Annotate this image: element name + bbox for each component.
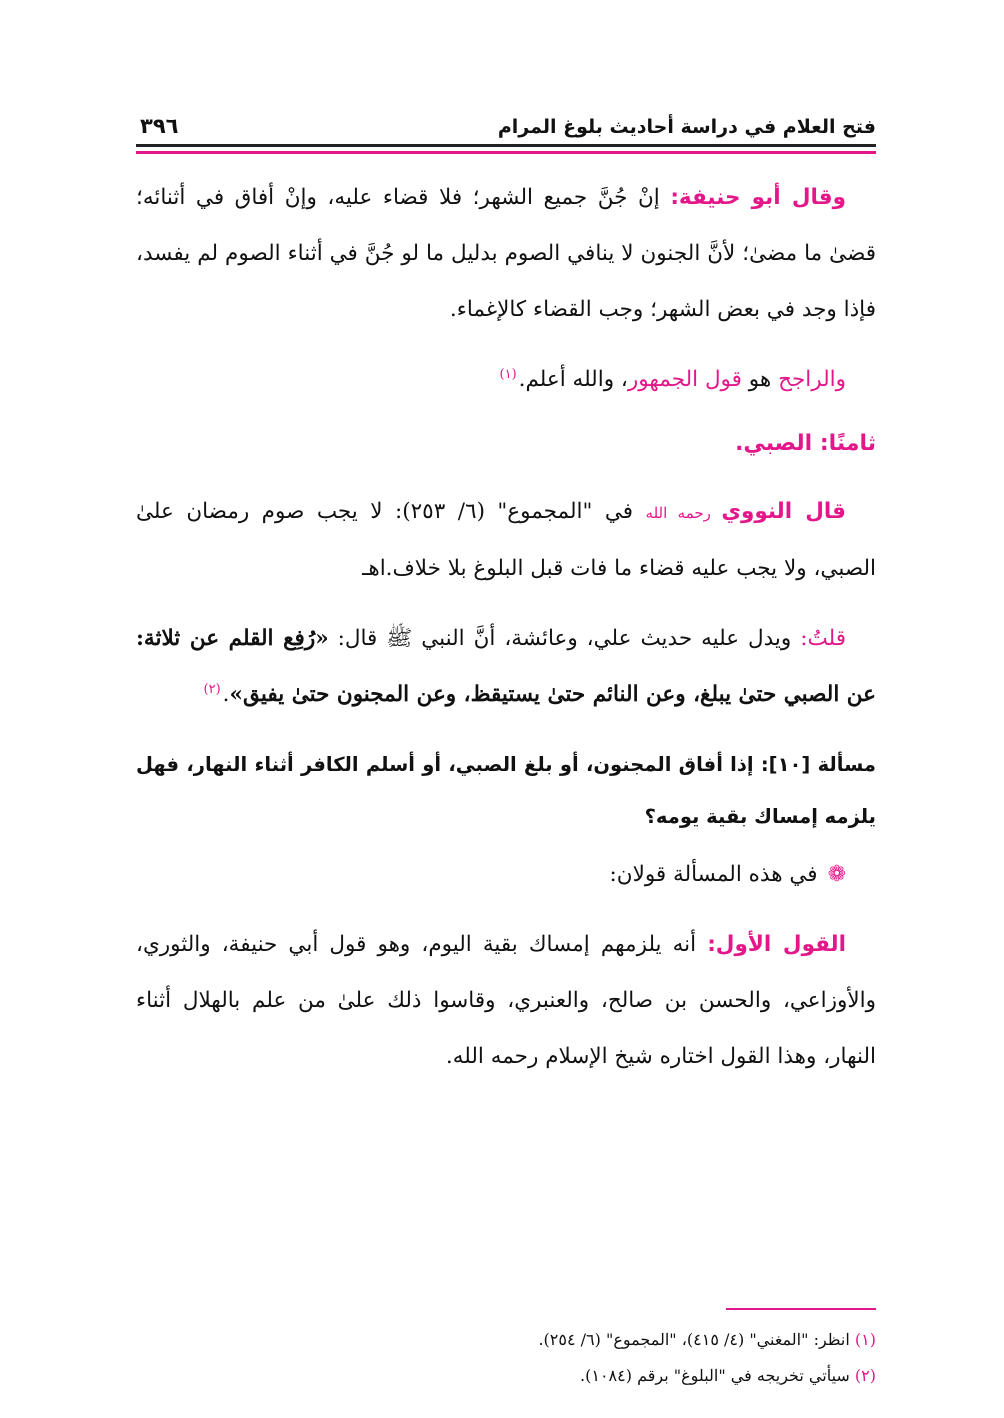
paragraph-text: أنه يلزمهم إمساك بقية اليوم، وهو قول أبي حنيفة، والثوري، والأوزاعي، والحسن بن صالح، والعنبري، وقاسوا ذلك علىٰ من علم بالهلال أثناء النهار، وهذا القول اختاره شيخ الإسلام رحمه الله.	[136, 932, 876, 1069]
page	[136, 100, 876, 146]
masala-label: مسألة [١٠]:	[760, 753, 876, 776]
footnote-2	[136, 1358, 876, 1394]
footnote-ref-1[interactable]: (١)	[499, 366, 517, 382]
paragraph-text: في "المجموع" (٦/ ٢٥٣): لا يجب صوم رمضان علىٰ الصبي، ولا يجب عليه قضاء ما فات قبل البلوغ بلا خلاف.اهـ	[136, 499, 876, 581]
paragraph-two-views	[136, 847, 876, 903]
paragraph-rajih	[136, 352, 876, 408]
footnote-ref-2[interactable]: (٢)	[203, 681, 221, 697]
body-text	[136, 170, 876, 1085]
header-rule-pink	[136, 151, 876, 154]
paragraph-text: ويدل عليه حديث علي، وعائشة، أنَّ النبي ﷺ قال:	[328, 626, 801, 651]
footnote-1	[136, 1322, 876, 1358]
paragraph-qultu	[136, 611, 876, 723]
paragraph-text: في هذه المسألة قولان:	[609, 862, 818, 887]
flower-ornament-icon: ❁	[827, 862, 846, 887]
speaker-label: وقال أبو حنيفة:	[670, 185, 846, 210]
paragraph-nawawi	[136, 484, 876, 597]
view-label: القول الأول:	[707, 932, 846, 957]
speaker-label: قلتُ:	[800, 626, 847, 651]
paragraph-text: ، والله أعلم.	[518, 367, 628, 392]
paragraph-text: .	[222, 682, 230, 707]
footnote-number: (٢)	[854, 1366, 876, 1385]
section-heading: ثامنًا: الصبي.	[735, 431, 876, 456]
speaker-label: قال النووي	[721, 499, 847, 524]
footnote-text: سيأتي تخريجه في "البلوغ" برقم (١٠٨٤).	[580, 1366, 855, 1385]
honorific-glyph: رحمه الله	[645, 504, 722, 522]
footnotes	[136, 1322, 876, 1394]
footnote-number: (١)	[854, 1330, 876, 1349]
jumhur-label: قول الجمهور	[627, 367, 742, 392]
running-header	[136, 100, 876, 146]
paragraph-first-view	[136, 917, 876, 1085]
masala-heading	[136, 739, 876, 843]
hadith-quote: «رُفِع القلم عن ثلاثة: عن الصبي حتىٰ يبلغ، وعن النائم حتىٰ يستيقظ، وعن المجنون حتىٰ يفيق»	[136, 626, 876, 707]
rajih-label: والراجح	[778, 367, 846, 392]
page-number: ٣٩٦	[140, 114, 179, 138]
paragraph-abu-hanifa	[136, 170, 876, 338]
footnote-separator	[726, 1308, 876, 1310]
header-rule-dark	[136, 144, 876, 147]
paragraph-text: هو	[741, 367, 779, 392]
paragraph-text: إنْ جُنَّ جميع الشهر؛ فلا قضاء عليه، وإنْ أفاق في أثنائه؛ قضىٰ ما مضىٰ؛ لأنَّ الجنون لا ينافي الصوم بدليل ما لو جُنَّ في أثناء الصوم لم يفسد، فإذا وجد في بعض الشهر؛ وجب القضاء كالإغماء.	[136, 185, 876, 322]
footnote-text: انظر: "المغني" (٤/ ٤١٥)، "المجموع" (٦/ ٢٥٤).	[538, 1330, 855, 1349]
running-title: فتح العلام في دراسة أحاديث بلوغ المرام	[497, 116, 876, 138]
masala-question: إذا أفاق المجنون، أو بلغ الصبي، أو أسلم الكافر أثناء النهار، فهل يلزمه إمساك بقية يومه؟	[136, 753, 876, 828]
